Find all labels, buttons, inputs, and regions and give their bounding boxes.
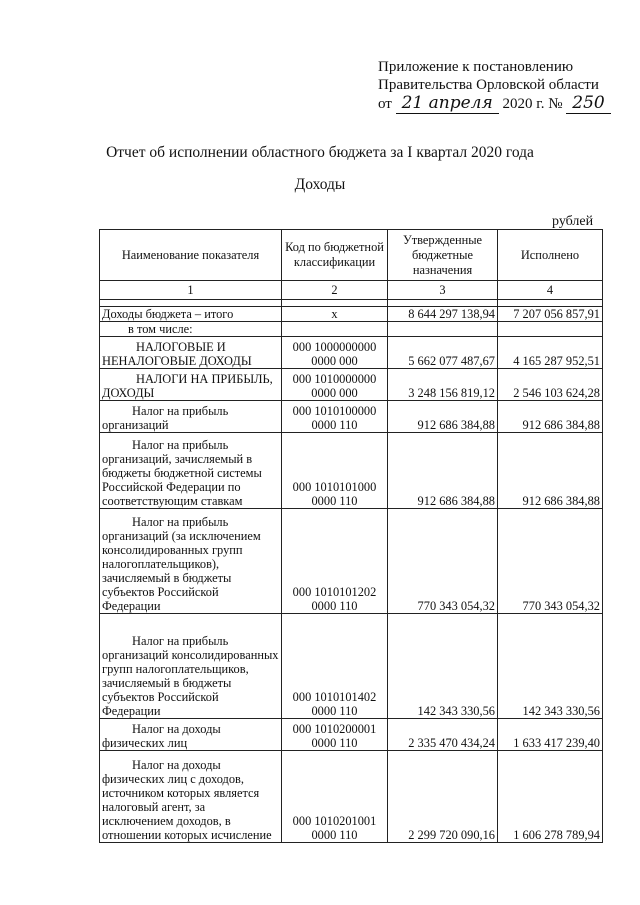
column-header-approved: Утвержденные бюджетные назначения bbox=[388, 230, 498, 281]
row-code: 000 1000000000 0000 000 bbox=[282, 337, 388, 369]
row-executed: 7 207 056 857,91 bbox=[498, 307, 603, 322]
row-name: Налог на доходы физических лиц с доходов, источником которых является налоговый агент, за исключением доходов, в отношении которых исчисление bbox=[100, 751, 282, 843]
table-row bbox=[100, 433, 603, 509]
row-approved: 770 343 054,32 bbox=[388, 509, 498, 614]
table-row bbox=[100, 369, 603, 401]
row-name: Налог на прибыль организаций, зачисляемый в бюджеты бюджетной системы Российской Федерации по соответствующим ставкам bbox=[100, 433, 282, 509]
row-name: Доходы бюджета – итого bbox=[100, 307, 282, 322]
spacer-row bbox=[100, 300, 603, 307]
row-name: Налог на прибыль организаций bbox=[100, 401, 282, 433]
row-executed: 1 606 278 789,94 bbox=[498, 751, 603, 843]
table-row bbox=[100, 401, 603, 433]
row-executed: 2 546 103 624,28 bbox=[498, 369, 603, 401]
currency-unit: рублей bbox=[552, 214, 594, 229]
row-approved: 912 686 384,88 bbox=[388, 433, 498, 509]
row-code bbox=[282, 322, 388, 337]
row-executed: 1 633 417 239,40 bbox=[498, 719, 603, 751]
row-approved: 912 686 384,88 bbox=[388, 401, 498, 433]
table-row bbox=[100, 509, 603, 614]
column-number: 1 bbox=[100, 281, 282, 300]
row-code: 000 1010101000 0000 110 bbox=[282, 433, 388, 509]
table-row bbox=[100, 719, 603, 751]
row-code: 000 1010201001 0000 110 bbox=[282, 751, 388, 843]
resolution-header bbox=[378, 58, 628, 113]
table-row bbox=[100, 614, 603, 719]
section-title: Доходы bbox=[294, 176, 346, 193]
row-approved: 3 248 156 819,12 bbox=[388, 369, 498, 401]
row-name: Налог на прибыль организаций (за исключением консолидированных групп налогоплательщиков), зачисляемый в бюджеты субъектов Российской Федерации bbox=[100, 509, 282, 614]
row-approved: 8 644 297 138,94 bbox=[388, 307, 498, 322]
row-executed: 770 343 054,32 bbox=[498, 509, 603, 614]
table-row bbox=[100, 337, 603, 369]
table-row bbox=[100, 322, 603, 337]
date-prefix: от bbox=[378, 96, 392, 112]
row-code: 000 1010101202 0000 110 bbox=[282, 509, 388, 614]
table-row bbox=[100, 307, 603, 322]
row-executed: 142 343 330,56 bbox=[498, 614, 603, 719]
header-line-1: Приложение к постановлению bbox=[378, 59, 574, 75]
table-row bbox=[100, 751, 603, 843]
row-executed bbox=[498, 322, 603, 337]
year-text: 2020 г. № bbox=[502, 96, 563, 112]
row-name: в том числе: bbox=[128, 322, 193, 336]
row-approved: 5 662 077 487,67 bbox=[388, 337, 498, 369]
row-approved: 2 299 720 090,16 bbox=[388, 751, 498, 843]
revenue-table bbox=[99, 229, 603, 843]
header-date-line bbox=[378, 94, 628, 113]
header-line-2: Правительства Орловской области bbox=[378, 77, 599, 93]
column-header-name: Наименование показателя bbox=[100, 230, 282, 281]
row-code: 000 1010101402 0000 110 bbox=[282, 614, 388, 719]
row-name: НАЛОГОВЫЕ И НЕНАЛОГОВЫЕ ДОХОДЫ bbox=[100, 337, 282, 369]
row-name: Налог на доходы физических лиц bbox=[100, 719, 282, 751]
row-code: x bbox=[282, 307, 388, 322]
column-header-code: Код по бюджетной классификации bbox=[282, 230, 388, 281]
row-executed: 912 686 384,88 bbox=[498, 401, 603, 433]
row-executed: 912 686 384,88 bbox=[498, 433, 603, 509]
column-number: 4 bbox=[498, 281, 603, 300]
row-name: НАЛОГИ НА ПРИБЫЛЬ, ДОХОДЫ bbox=[100, 369, 282, 401]
row-name: Налог на прибыль организаций консолидированных групп налогоплательщиков, зачисляемый в бюджеты субъектов Российской Федерации bbox=[100, 614, 282, 719]
row-executed: 4 165 287 952,51 bbox=[498, 337, 603, 369]
column-number: 3 bbox=[388, 281, 498, 300]
row-code: 000 1010200001 0000 110 bbox=[282, 719, 388, 751]
handwritten-date: 21 апреля bbox=[396, 93, 499, 114]
row-approved: 2 335 470 434,24 bbox=[388, 719, 498, 751]
row-code: 000 1010000000 0000 000 bbox=[282, 369, 388, 401]
column-number: 2 bbox=[282, 281, 388, 300]
row-approved bbox=[388, 322, 498, 337]
handwritten-number: 250 bbox=[566, 93, 610, 114]
column-number-row bbox=[100, 281, 603, 300]
row-code: 000 1010100000 0000 110 bbox=[282, 401, 388, 433]
column-header-executed: Исполнено bbox=[498, 230, 603, 281]
report-title: Отчет об исполнении областного бюджета за I квартал 2020 года bbox=[106, 144, 534, 161]
row-approved: 142 343 330,56 bbox=[388, 614, 498, 719]
table-header-row bbox=[100, 230, 603, 281]
